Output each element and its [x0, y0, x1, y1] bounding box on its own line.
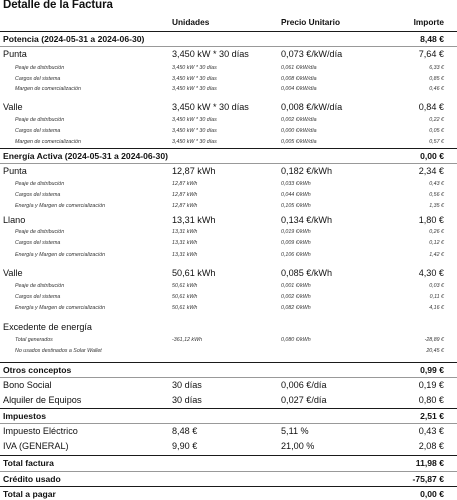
total-row — [0, 488, 457, 500]
detail-units: 3,450 kW * 30 días — [172, 76, 217, 82]
detail-label: No usados destinados a Solar Wallet — [15, 348, 102, 354]
section-header — [0, 150, 457, 163]
detail-units: 50,61 kWh — [172, 283, 198, 289]
item-units: 3,450 kW * 30 días — [172, 102, 249, 112]
detail-price: 0,005 €/kW/día — [281, 139, 317, 145]
item-amount: 0,80 € — [418, 395, 444, 405]
detail-units: 12,87 kWh — [172, 203, 198, 209]
item-units: 8,48 € — [172, 426, 198, 436]
detail-label: Cargos del sistema — [15, 192, 61, 198]
total-label: Total a pagar — [3, 489, 56, 499]
detail-amount: 1,35 € — [429, 203, 444, 209]
section-header — [0, 364, 457, 377]
item-price: 0,006 €/día — [281, 380, 327, 390]
detail-label: Margen de comercialización — [15, 86, 81, 92]
detail-label: Cargos del sistema — [15, 128, 61, 134]
detail-price: 0,009 €/kWh — [281, 240, 311, 246]
detail-label: Energía y Margen de comercialización — [15, 252, 106, 258]
detail-amount: 0,22 € — [429, 117, 444, 123]
item-amount: 4,30 € — [418, 268, 444, 278]
total-amount: -75,87 € — [412, 474, 444, 484]
detail-units: -361,12 kWh — [172, 337, 203, 343]
detail-label: Cargos del sistema — [15, 294, 61, 300]
item-amount: 0,84 € — [418, 102, 444, 112]
detail-amount: 0,43 € — [429, 181, 444, 187]
detail-amount: 1,42 € — [429, 252, 444, 258]
detail-units: 3,450 kW * 30 días — [172, 128, 217, 134]
item-price: 21,00 % — [281, 441, 315, 451]
detail-price: 0,105 €/kWh — [281, 203, 311, 209]
item-units: 9,90 € — [172, 441, 198, 451]
col-header-amount: Importe — [413, 17, 444, 27]
detail-label: Peaje de distribución — [15, 117, 65, 123]
page-title: Detalle de la Factura — [3, 0, 113, 11]
section-title: Potencia (2024-05-31 a 2024-06-30) — [3, 34, 145, 44]
detail-units: 3,450 kW * 30 días — [172, 86, 217, 92]
item-label: Valle — [3, 102, 23, 112]
section-header — [0, 410, 457, 423]
detail-amount: 0,56 € — [429, 192, 444, 198]
col-header-units: Unidades — [172, 17, 210, 27]
detail-amount: 0,57 € — [429, 139, 444, 145]
item-amount: 7,64 € — [418, 49, 444, 59]
detail-label: Peaje de distribución — [15, 181, 65, 187]
divider — [0, 423, 457, 424]
detail-units: 12,87 kWh — [172, 181, 198, 187]
detail-label: Energía y Margen de comercialización — [15, 203, 106, 209]
detail-label: Peaje de distribución — [15, 229, 65, 235]
section-title: Impuestos — [3, 411, 46, 421]
item-price: 0,182 €/kWh — [281, 166, 333, 176]
detail-label: Peaje de distribución — [15, 65, 65, 71]
detail-amount: 4,16 € — [429, 305, 444, 311]
detail-price: 0,044 €/kWh — [281, 192, 311, 198]
detail-amount: 0,03 € — [429, 283, 444, 289]
detail-amount: 0,26 € — [429, 229, 444, 235]
detail-units: 50,61 kWh — [172, 305, 198, 311]
detail-price: 0,082 €/kWh — [281, 305, 311, 311]
item-amount: 1,80 € — [418, 215, 444, 225]
item-price: 0,073 €/kW/día — [281, 49, 343, 59]
detail-amount: 6,33 € — [429, 65, 444, 71]
detail-price: 0,106 €/kWh — [281, 252, 311, 258]
item-units: 50,61 kWh — [172, 268, 216, 278]
detail-price: 0,004 €/kW/día — [281, 86, 317, 92]
item-units: 30 días — [172, 395, 202, 405]
detail-price: 0,002 €/kW/día — [281, 117, 317, 123]
detail-label: Cargos del sistema — [15, 240, 61, 246]
detail-units: 50,61 kWh — [172, 294, 198, 300]
total-row — [0, 457, 457, 470]
detail-price: 0,033 €/kWh — [281, 181, 311, 187]
detail-amount: 0,05 € — [429, 128, 444, 134]
section-total: 0,99 € — [420, 365, 444, 375]
total-row — [0, 473, 457, 486]
detail-label: Energía y Margen de comercialización — [15, 305, 106, 311]
divider — [0, 163, 457, 164]
detail-price: 0,008 €/kW/día — [281, 76, 317, 82]
detail-price: 0,001 €/kWh — [281, 283, 311, 289]
item-units: 3,450 kW * 30 días — [172, 49, 249, 59]
total-label: Total factura — [3, 458, 54, 468]
detail-label: Margen de comercialización — [15, 139, 81, 145]
item-units: 30 días — [172, 380, 202, 390]
section-title: Otros conceptos — [3, 365, 72, 375]
item-label: Bono Social — [3, 380, 52, 390]
divider — [0, 471, 457, 472]
item-price: 0,027 €/día — [281, 395, 327, 405]
detail-amount: -28,89 € — [424, 337, 444, 343]
item-label: Punta — [3, 166, 27, 176]
divider — [0, 377, 457, 378]
detail-units: 12,87 kWh — [172, 192, 198, 198]
total-label: Crédito usado — [3, 474, 61, 484]
item-label: Alquiler de Equipos — [3, 395, 82, 405]
item-label: Impuesto Eléctrico — [3, 426, 78, 436]
detail-price: 0,061 €/kW/día — [281, 65, 317, 71]
total-amount: 0,00 € — [420, 489, 444, 499]
item-label: Valle — [3, 268, 23, 278]
detail-price: 0,002 €/kWh — [281, 294, 311, 300]
detail-units: 13,31 kWh — [172, 240, 198, 246]
item-label: Punta — [3, 49, 27, 59]
item-label: Excedente de energía — [3, 322, 92, 332]
detail-amount: 0,12 € — [429, 240, 444, 246]
detail-price: 0,080 €/kWh — [281, 337, 311, 343]
item-amount: 0,43 € — [418, 426, 444, 436]
detail-label: Total generados — [15, 337, 53, 343]
divider — [0, 46, 457, 47]
detail-units: 13,31 kWh — [172, 229, 198, 235]
col-header-price: Precio Unitario — [281, 17, 341, 27]
item-price: 5,11 % — [281, 426, 309, 436]
detail-units: 13,31 kWh — [172, 252, 198, 258]
detail-amount: 0,85 € — [429, 76, 444, 82]
detail-label: Cargos del sistema — [15, 76, 61, 82]
section-total: 8,48 € — [420, 34, 444, 44]
detail-label: Peaje de distribución — [15, 283, 65, 289]
section-title: Energía Activa (2024-05-31 a 2024-06-30) — [3, 151, 168, 161]
item-amount: 2,34 € — [418, 166, 444, 176]
item-amount: 2,08 € — [418, 441, 444, 451]
detail-amount: 0,46 € — [429, 86, 444, 92]
item-units: 13,31 kWh — [172, 215, 216, 225]
detail-amount: 0,11 € — [429, 294, 444, 300]
detail-amount: 20,45 € — [426, 348, 444, 354]
section-header — [0, 33, 457, 46]
item-units: 12,87 kWh — [172, 166, 216, 176]
total-amount: 11,98 € — [415, 458, 444, 468]
section-total: 2,51 € — [420, 411, 444, 421]
section-total: 0,00 € — [420, 151, 444, 161]
item-price: 0,134 €/kWh — [281, 215, 333, 225]
item-amount: 0,19 € — [418, 380, 444, 390]
detail-units: 3,450 kW * 30 días — [172, 139, 217, 145]
detail-units: 3,450 kW * 30 días — [172, 117, 217, 123]
item-price: 0,085 €/kWh — [281, 268, 333, 278]
item-price: 0,008 €/kW/día — [281, 102, 343, 112]
item-label: Llano — [3, 215, 26, 225]
detail-price: 0,000 €/kW/día — [281, 128, 317, 134]
detail-units: 3,450 kW * 30 días — [172, 65, 217, 71]
detail-price: 0,019 €/kWh — [281, 229, 311, 235]
item-label: IVA (GENERAL) — [3, 441, 69, 451]
